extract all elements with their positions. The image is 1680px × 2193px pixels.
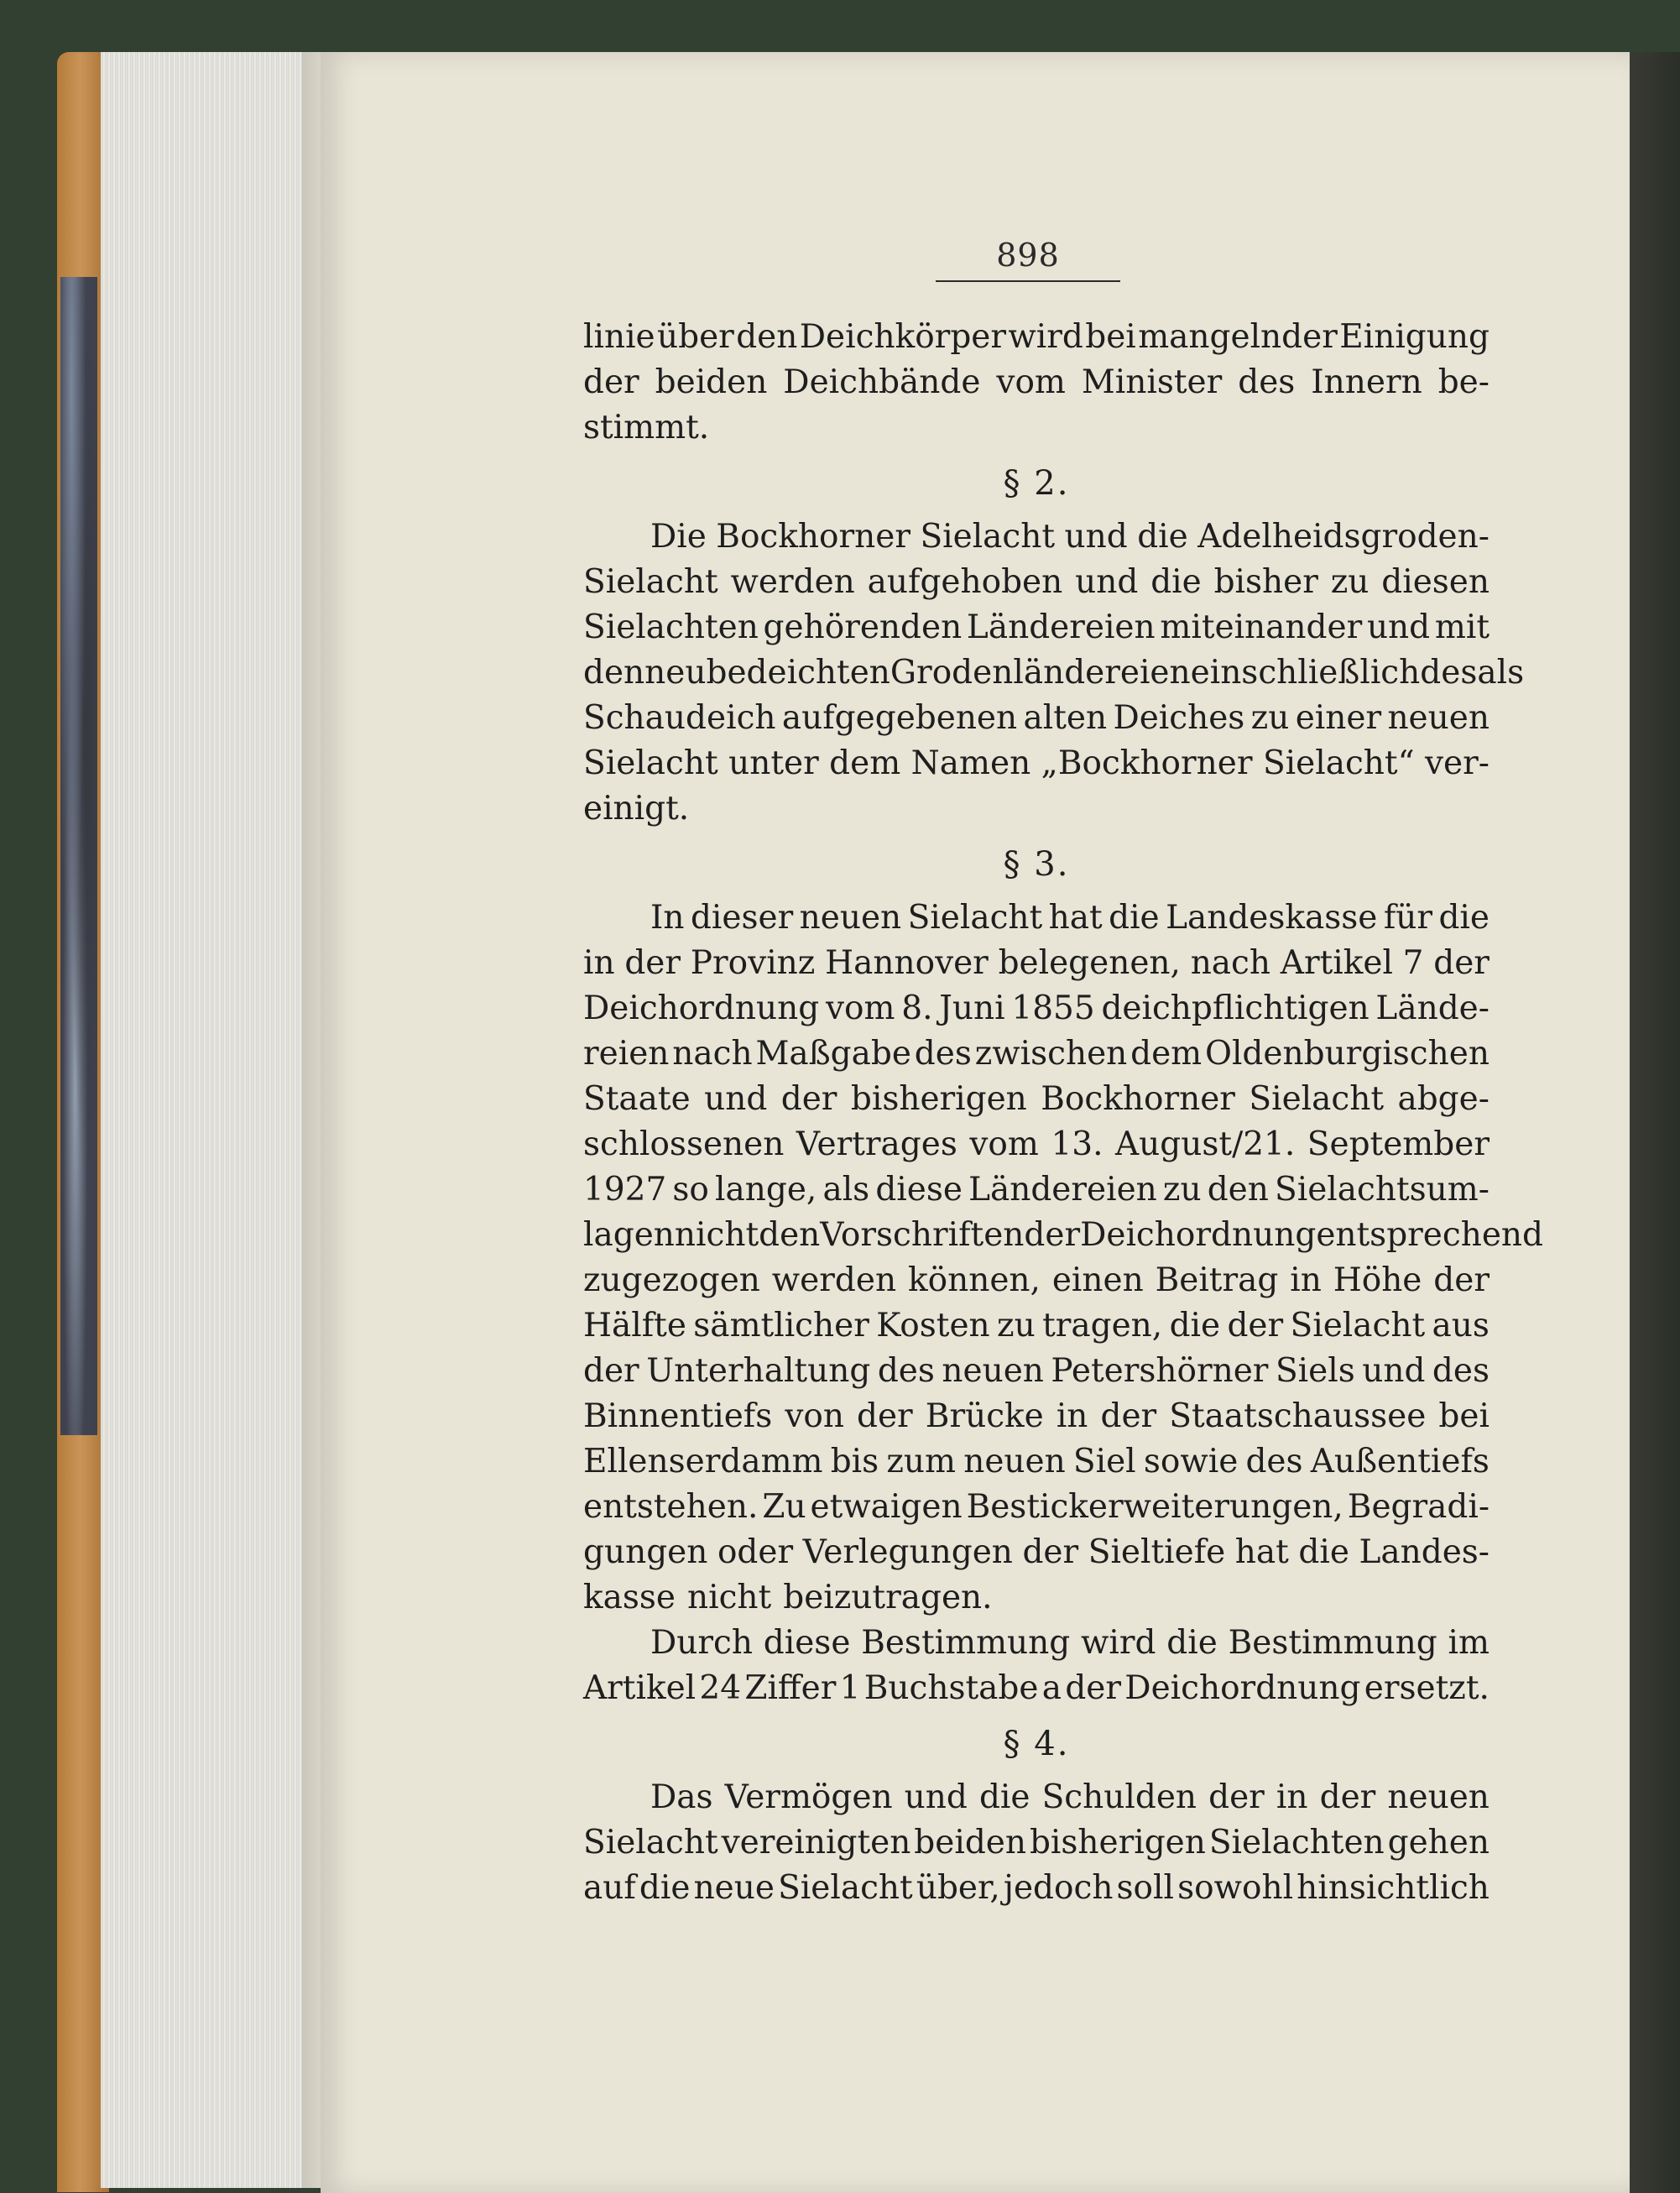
word: der <box>857 1397 913 1435</box>
text-line <box>583 605 1490 650</box>
text-line <box>583 1530 1490 1575</box>
text-line <box>583 1621 1490 1666</box>
word: Staate <box>583 1080 691 1118</box>
word: Sielacht <box>583 744 718 782</box>
word: unter <box>728 744 819 782</box>
text-line <box>583 1349 1490 1394</box>
paragraph <box>583 315 1490 451</box>
word: die <box>1438 899 1490 937</box>
word: oder <box>717 1533 794 1571</box>
word: Sielacht <box>583 563 718 601</box>
text-line <box>583 1394 1490 1439</box>
word: von <box>785 1397 844 1435</box>
word: die <box>1150 563 1202 601</box>
word: Binnentiefs <box>583 1397 773 1435</box>
text-line <box>583 941 1490 986</box>
word: sowohl <box>1177 1869 1294 1907</box>
word: Außentiefs <box>1310 1443 1490 1480</box>
word: neue <box>693 1869 775 1907</box>
word: der <box>1433 1261 1490 1299</box>
word: diese <box>763 1624 851 1662</box>
word: Artikel <box>1280 944 1393 982</box>
word: 13. <box>1051 1125 1103 1163</box>
text-line <box>583 1167 1490 1213</box>
section-heading: § 2. <box>1003 464 1070 503</box>
word: Einigung <box>1339 318 1490 356</box>
word: Schulden <box>1041 1778 1197 1816</box>
word: Sielacht <box>1290 1307 1426 1345</box>
word: Sielacht <box>907 899 1043 937</box>
word: Brücke <box>925 1397 1044 1435</box>
word: Bockhorner <box>716 518 910 556</box>
word: Ziffer <box>744 1669 837 1707</box>
word: Die <box>650 518 707 556</box>
body-text <box>583 315 1544 1911</box>
word: neuen <box>1387 1778 1490 1816</box>
word: Innern <box>1311 363 1422 401</box>
word: mangelnder <box>1138 318 1338 356</box>
word: Sielachtsum- <box>1275 1171 1490 1209</box>
word: können, <box>907 1261 1041 1299</box>
word: Provinz <box>690 944 816 982</box>
word: Landeskasse <box>1166 899 1378 937</box>
text-line <box>583 1258 1490 1303</box>
text-line <box>583 1122 1490 1167</box>
text-line <box>583 741 1490 786</box>
text-line <box>583 986 1490 1031</box>
text-line <box>583 1775 1490 1820</box>
word: Vertrages <box>796 1125 957 1163</box>
word: die <box>1109 899 1160 937</box>
word: in <box>1290 1261 1322 1299</box>
page-edges <box>101 52 321 2188</box>
text-line <box>583 1213 1544 1258</box>
word: ersetzt. <box>1364 1669 1490 1707</box>
word: der <box>1024 1216 1081 1254</box>
word: Sielacht <box>583 1824 718 1861</box>
word: hat <box>1048 899 1103 937</box>
word: der <box>624 944 681 982</box>
word: und <box>704 1080 768 1118</box>
word: Bestimmung <box>1228 1624 1437 1662</box>
text-line <box>583 1866 1490 1911</box>
word: Sielacht <box>1249 1080 1385 1118</box>
word: beizutragen. <box>783 1579 993 1616</box>
text-line <box>583 650 1525 696</box>
word: abge- <box>1397 1080 1490 1118</box>
word: Artikel <box>583 1669 697 1707</box>
word: vom <box>825 989 895 1027</box>
word: Sielachten <box>583 608 759 646</box>
word: 24 <box>699 1669 742 1707</box>
word: August/21. <box>1115 1125 1296 1163</box>
word: belegenen, <box>998 944 1181 982</box>
word: Sielachten <box>1208 1824 1385 1861</box>
word: Deichkörper <box>799 318 1007 356</box>
word: neuen <box>1387 699 1490 737</box>
word: bei <box>1438 1397 1490 1435</box>
word: Schaudeich <box>583 699 776 737</box>
word: ver- <box>1424 744 1490 782</box>
word: Begradi- <box>1347 1488 1490 1526</box>
word: die <box>1298 1533 1349 1571</box>
word: 1855 <box>1011 989 1095 1027</box>
section-heading: § 3. <box>1003 845 1070 884</box>
word: schlossenen <box>583 1125 785 1163</box>
word: Bestimmung <box>861 1624 1071 1662</box>
word: bisher <box>1213 563 1318 601</box>
text-line <box>583 1031 1490 1077</box>
page-number: 898 <box>996 237 1060 274</box>
word: lange, <box>715 1171 817 1209</box>
word: wird <box>1081 1624 1156 1662</box>
word: hat <box>1234 1533 1289 1571</box>
word: neuen <box>963 1443 1066 1480</box>
marbled-endpaper <box>60 277 97 1435</box>
word: 1927 <box>583 1171 667 1209</box>
word: und <box>1366 608 1431 646</box>
word: 7 <box>1402 944 1424 982</box>
word: des <box>1238 363 1296 401</box>
word: Durch <box>650 1624 753 1662</box>
word: sowie <box>1143 1443 1239 1480</box>
text-line <box>583 1820 1490 1866</box>
word: In <box>650 899 685 937</box>
word: der <box>780 1080 837 1118</box>
word: die <box>1137 518 1188 556</box>
word: für <box>1383 899 1433 937</box>
word: als <box>822 1171 870 1209</box>
word: 8. <box>901 989 933 1027</box>
word: der <box>1319 1778 1376 1816</box>
word: zugezogen <box>583 1261 760 1299</box>
word: Vorschriften <box>820 1216 1025 1254</box>
word: der <box>1022 1533 1079 1571</box>
word: Deichordnung <box>583 989 820 1027</box>
paragraph <box>583 895 1544 1711</box>
word: Verlegungen <box>802 1533 1013 1571</box>
word: Kosten <box>876 1307 990 1345</box>
word: aus <box>1432 1307 1490 1345</box>
word: bisherigen <box>1029 1824 1206 1861</box>
paragraph <box>583 1775 1490 1911</box>
word: gehen <box>1387 1824 1490 1861</box>
word: und <box>1362 1352 1426 1390</box>
word: deichpflichtigen <box>1101 989 1370 1027</box>
text-line <box>583 1303 1490 1349</box>
word: mit <box>1434 608 1490 646</box>
text-line <box>583 1575 1490 1621</box>
word: die <box>1169 1307 1221 1345</box>
word: aufgegebenen <box>781 699 1018 737</box>
section-heading: § 4. <box>1003 1725 1070 1763</box>
word: aufgehoben <box>867 563 1063 601</box>
text-line <box>583 1485 1490 1530</box>
word: Oldenburgischen <box>1204 1035 1490 1073</box>
word: im <box>1448 1624 1490 1662</box>
word: die <box>1166 1624 1218 1662</box>
word: Hälfte <box>583 1307 686 1345</box>
word: stimmt. <box>583 409 710 446</box>
word: bisherigen <box>850 1080 1027 1118</box>
word: zu <box>1250 699 1290 737</box>
word: zum <box>886 1443 957 1480</box>
word: tragen, <box>1042 1307 1163 1345</box>
word: den <box>759 1216 821 1254</box>
word: Lände- <box>1375 989 1490 1027</box>
word: neuen <box>799 899 902 937</box>
word: nicht <box>674 1216 759 1254</box>
word: und <box>1075 563 1139 601</box>
word: die <box>639 1869 691 1907</box>
word: des <box>914 1035 972 1073</box>
word: den <box>583 654 645 692</box>
word: Beitrag <box>1155 1261 1279 1299</box>
word: der <box>1100 1397 1157 1435</box>
word: auf <box>583 1869 636 1907</box>
word: werden <box>771 1261 897 1299</box>
word: Deichordnung <box>1080 1216 1317 1254</box>
word: neuen <box>942 1352 1044 1390</box>
word: Zu <box>762 1488 806 1526</box>
word: vom <box>969 1125 1039 1163</box>
word: Minister <box>1081 363 1223 401</box>
word: einer <box>1295 699 1382 737</box>
word: Staatschaussee <box>1169 1397 1427 1435</box>
word: Siel <box>1072 1443 1136 1480</box>
text-line <box>583 696 1490 741</box>
word: des <box>1432 1352 1490 1390</box>
word: des <box>1245 1443 1303 1480</box>
facing-page-edge <box>1630 52 1680 2193</box>
word: entstehen. <box>583 1488 759 1526</box>
word: des <box>1420 654 1478 692</box>
word: diesen <box>1381 563 1490 601</box>
word: reien <box>583 1035 670 1073</box>
word: Deichbände <box>783 363 981 401</box>
text-line <box>583 514 1490 560</box>
word: Maßgabe <box>755 1035 911 1073</box>
word: den <box>1207 1171 1269 1209</box>
word: Hannover <box>825 944 989 982</box>
word: dem <box>1130 1035 1203 1073</box>
word: Ländereien <box>968 1171 1157 1209</box>
word: einen <box>1051 1261 1144 1299</box>
word: Vermögen <box>724 1778 893 1816</box>
word: September <box>1307 1125 1490 1163</box>
word: Grodenländereien <box>890 654 1191 692</box>
word: Deiches <box>1113 699 1245 737</box>
word: diese <box>875 1171 963 1209</box>
text-line <box>583 1439 1490 1485</box>
word: entsprechend <box>1316 1216 1544 1254</box>
word: beiden <box>655 363 768 401</box>
text-line <box>583 895 1490 941</box>
word: Unterhaltung <box>646 1352 871 1390</box>
text-line <box>583 1666 1490 1711</box>
word: Siels <box>1275 1352 1355 1390</box>
word: Juni <box>939 989 1005 1027</box>
word: beiden <box>914 1824 1026 1861</box>
word: hinsichtlich <box>1297 1869 1490 1907</box>
word: der <box>583 363 639 401</box>
word: den <box>736 318 798 356</box>
word: jedoch <box>1003 1869 1114 1907</box>
word: in <box>1276 1778 1308 1816</box>
word: der <box>1065 1669 1122 1707</box>
word: Deichordnung <box>1124 1669 1361 1707</box>
word: Bestickerweiterungen, <box>966 1488 1343 1526</box>
word: und <box>1064 518 1128 556</box>
word: be- <box>1437 363 1490 401</box>
word: Landes- <box>1359 1533 1490 1571</box>
word: über <box>657 318 734 356</box>
word: bei <box>1085 318 1136 356</box>
word: Ellenserdamm <box>583 1443 823 1480</box>
word: bedeichten <box>706 654 890 692</box>
word: linie <box>583 318 655 356</box>
word: Sielacht“ <box>1262 744 1415 782</box>
word: soll <box>1116 1869 1174 1907</box>
word: Petershörner <box>1051 1352 1269 1390</box>
word: Sielacht <box>778 1869 913 1907</box>
word: sämtlicher <box>693 1307 869 1345</box>
paragraph <box>583 514 1525 832</box>
text-line <box>583 1077 1490 1122</box>
page-number-rule <box>936 280 1120 282</box>
word: zu <box>997 1307 1036 1345</box>
word: alten <box>1023 699 1108 737</box>
word: Namen <box>910 744 1031 782</box>
word: „Bockhorner <box>1041 744 1253 782</box>
word: zwischen <box>974 1035 1128 1073</box>
word: der <box>1208 1778 1265 1816</box>
word: dieser <box>690 899 794 937</box>
word: a <box>1041 1669 1062 1707</box>
word: vereinigten <box>721 1824 911 1861</box>
word: kasse <box>583 1579 676 1616</box>
word: neu <box>644 654 707 692</box>
word: einigt. <box>583 790 690 828</box>
word: gehörenden <box>763 608 963 646</box>
text-line <box>583 560 1490 605</box>
word: und <box>904 1778 968 1816</box>
word: in <box>1056 1397 1088 1435</box>
word: der <box>1227 1307 1284 1345</box>
word: Ländereien <box>966 608 1156 646</box>
word: Das <box>650 1778 713 1816</box>
word: nach <box>1190 944 1271 982</box>
word: einschließlich <box>1190 654 1421 692</box>
word: über, <box>916 1869 1000 1907</box>
word: als <box>1477 654 1525 692</box>
text-line <box>583 360 1490 405</box>
word: nicht <box>687 1579 772 1616</box>
word: nach <box>672 1035 753 1073</box>
word: werden <box>730 563 855 601</box>
word: der <box>1433 944 1490 982</box>
text-line <box>583 315 1490 360</box>
word: wird <box>1008 318 1083 356</box>
word: Bockhorner <box>1041 1080 1235 1118</box>
word: gungen <box>583 1533 708 1571</box>
word: dem <box>829 744 901 782</box>
word: Adelheidsgroden- <box>1197 518 1490 556</box>
word: Buchstabe <box>863 1669 1039 1707</box>
text-line <box>583 786 1490 832</box>
word: der <box>583 1352 639 1390</box>
word: zu <box>1330 563 1370 601</box>
word: bis <box>830 1443 879 1480</box>
word: des <box>877 1352 935 1390</box>
word: vom <box>996 363 1066 401</box>
text-line <box>583 405 1490 451</box>
word: in <box>583 944 615 982</box>
word: die <box>978 1778 1030 1816</box>
word: 1 <box>839 1669 861 1707</box>
word: miteinander <box>1160 608 1363 646</box>
word: lagen <box>583 1216 675 1254</box>
word: Sieltiefe <box>1088 1533 1226 1571</box>
word: Höhe <box>1333 1261 1422 1299</box>
word: so <box>672 1171 709 1209</box>
word: etwaigen <box>810 1488 963 1526</box>
word: zu <box>1162 1171 1202 1209</box>
word: Sielacht <box>920 518 1056 556</box>
